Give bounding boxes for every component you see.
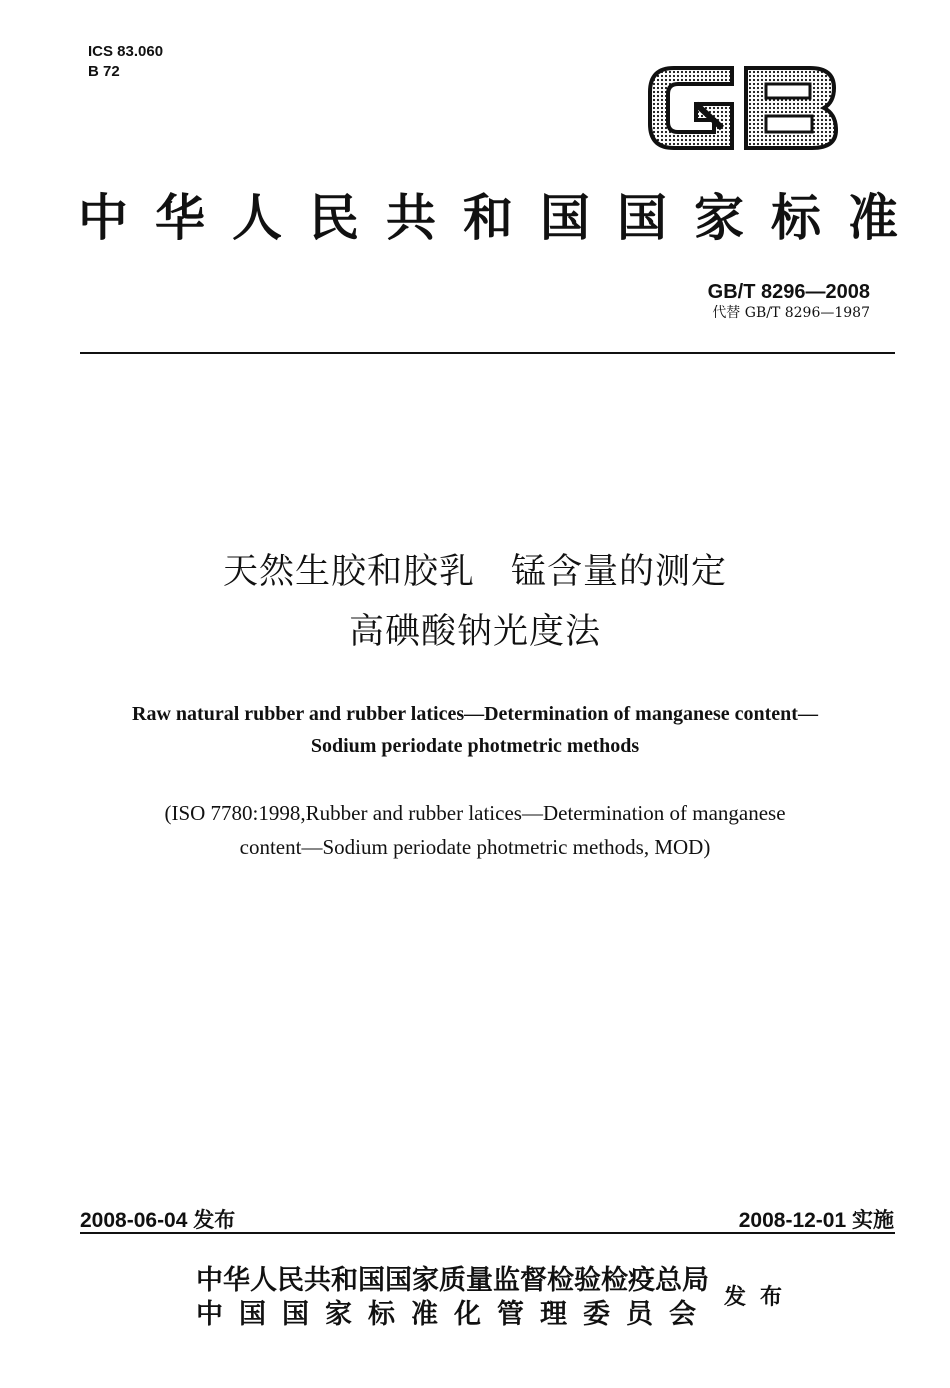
issue-date: 2008-06-04 发布 [80,1209,236,1232]
iso-reference-line2: content—Sodium periodate photmetric methods, MOD) [239,835,711,859]
publish-label: 发布 [724,1284,797,1310]
issuer-line1: 中华人民共和国国家质量监督检验检疫总局 [196,1265,709,1296]
standard-title-char: 人 [232,188,282,247]
standard-code: GB/T 8296—2008 [707,281,870,303]
english-title [0,698,950,762]
standard-title-char: 中 [78,188,128,247]
iso-reference [0,796,950,864]
standard-title-char: 标 [771,188,821,247]
standard-title-char: 国 [540,188,590,247]
english-title-line1: Raw natural rubber and rubber latices—Determination of manganese content— [132,703,818,725]
standard-code-block [708,280,870,322]
english-title-line2: Sodium periodate photmetric methods [310,735,640,757]
standard-title-char: 家 [694,188,744,247]
standard-title-char: 和 [463,188,513,247]
chinese-title-line2: 高碘酸钠光度法 [348,612,601,652]
standard-title-char: 国 [617,188,667,247]
issuing-authorities [196,1264,712,1332]
replaces-code: 代替 GB/T 8296—1987 [712,305,870,321]
ccs-code: B 72 [88,63,120,80]
standard-title-char: 准 [848,188,898,247]
standard-title-char: 民 [309,188,359,247]
implementation-date: 2008-12-01 实施 [738,1209,894,1232]
ics-code: ICS 83.060 [88,43,164,60]
iso-reference-line1: (ISO 7780:1998,Rubber and rubber latices—Determination of manganese [164,801,786,825]
standard-title [78,188,898,248]
standard-title-char: 华 [155,188,205,247]
footer-divider [80,1232,895,1234]
gb-logo-icon [644,58,840,158]
issuer-line2: 中国国家标准化管理委员会 [196,1299,712,1330]
classification-codes [88,42,163,82]
chinese-title-line1: 天然生胶和胶乳 锰含量的测定 [222,552,727,592]
header-divider [80,352,895,354]
standard-title-char: 共 [386,188,436,247]
